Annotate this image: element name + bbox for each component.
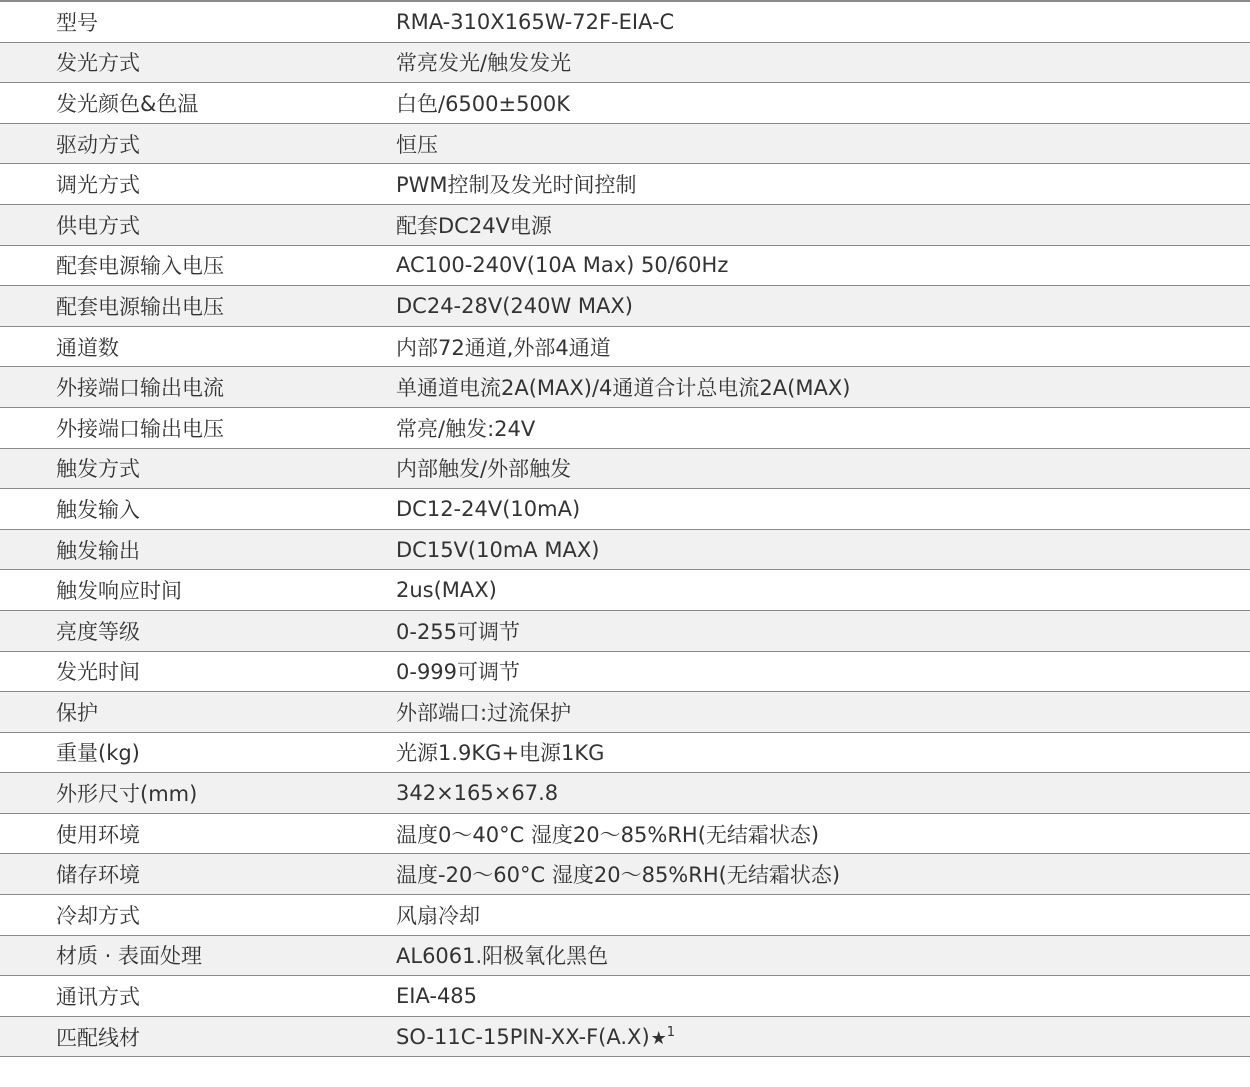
spec-value [340, 578, 1250, 602]
spec-row [0, 246, 1250, 287]
spec-value [340, 940, 1250, 970]
spec-value [340, 129, 1250, 159]
spec-label: 亮度等级 [56, 619, 140, 644]
spec-value-text: 常亮发光/触发发光 [396, 51, 572, 76]
spec-value-text: DC12-24V(10mA) [396, 496, 581, 521]
spec-value-text: 外部端口:过流保护 [396, 700, 572, 725]
spec-label: 供电方式 [56, 213, 140, 238]
spec-label: 配套电源输出电压 [56, 294, 224, 319]
spec-row [0, 43, 1250, 84]
spec-label: 材质 · 表面处理 [56, 944, 203, 969]
spec-value-text: AC100-240V(10A Max) 50/60Hz [396, 253, 729, 278]
spec-row [0, 773, 1250, 814]
spec-value-text: 温度0～40°C 湿度20～85%RH(无结霜状态) [396, 822, 820, 847]
spec-value-text: 配套DC24V电源 [396, 213, 552, 238]
spec-row [0, 692, 1250, 733]
spec-value [340, 900, 1250, 930]
spec-label: 外接端口输出电流 [56, 376, 224, 401]
spec-row [0, 124, 1250, 165]
spec-row [0, 83, 1250, 124]
spec-label: 通讯方式 [56, 985, 140, 1010]
spec-row [0, 570, 1250, 611]
spec-row [0, 733, 1250, 774]
spec-value-text: SO-11C-15PIN-XX-F(A.X) [396, 1024, 650, 1049]
spec-value [340, 88, 1250, 118]
spec-label: 冷却方式 [56, 903, 140, 928]
spec-label: 匹配线材 [56, 1025, 140, 1050]
spec-value [340, 781, 1250, 805]
spec-value-text: 内部触发/外部触发 [396, 457, 572, 482]
spec-value-text: 2us(MAX) [396, 578, 497, 603]
spec-row [0, 327, 1250, 368]
spec-row [0, 164, 1250, 205]
spec-label: 驱动方式 [56, 132, 140, 157]
spec-label: 触发输出 [56, 538, 140, 563]
spec-label: 发光颜色&色温 [56, 91, 199, 116]
spec-label: 触发响应时间 [56, 579, 182, 604]
spec-value-text: 白色/6500±500K [396, 91, 570, 116]
spec-label: 使用环境 [56, 822, 140, 847]
spec-row [0, 205, 1250, 246]
spec-value [340, 294, 1250, 318]
spec-value-text: DC15V(10mA MAX) [396, 537, 600, 562]
spec-value [340, 538, 1250, 562]
footnote-number: 1 [666, 1024, 676, 1040]
spec-value [340, 497, 1250, 521]
spec-value-text: AL6061.阳极氧化黑色 [396, 944, 609, 969]
spec-row [0, 652, 1250, 693]
spec-value [340, 253, 1250, 277]
spec-row [0, 408, 1250, 449]
spec-value [340, 984, 1250, 1008]
spec-value [340, 1025, 1250, 1049]
spec-row [0, 530, 1250, 571]
spec-value [340, 372, 1250, 402]
spec-value [340, 819, 1250, 849]
spec-label: 型号 [56, 10, 98, 35]
spec-label: 发光时间 [56, 660, 140, 685]
spec-label: 通道数 [56, 335, 119, 360]
spec-value-text: 0-999可调节 [396, 660, 521, 685]
spec-row [0, 814, 1250, 855]
spec-value [340, 656, 1250, 686]
footnote-star-icon: ★ [650, 1027, 667, 1049]
spec-label: 保护 [56, 700, 98, 725]
spec-value [340, 47, 1250, 77]
spec-value-text: RMA-310X165W-72F-EIA-C [396, 9, 675, 34]
spec-value-text: DC24-28V(240W MAX) [396, 293, 633, 318]
spec-label: 发光方式 [56, 51, 140, 76]
spec-row [0, 976, 1250, 1017]
spec-row [0, 489, 1250, 530]
spec-value-text: 单通道电流2A(MAX)/4通道合计总电流2A(MAX) [396, 376, 851, 401]
spec-value-text: 恒压 [396, 132, 438, 157]
spec-value-text: EIA-485 [396, 984, 478, 1009]
spec-row [0, 1017, 1250, 1058]
spec-value [340, 697, 1250, 727]
spec-row [0, 449, 1250, 490]
spec-label: 触发输入 [56, 497, 140, 522]
spec-value-text: 内部72通道,外部4通道 [396, 335, 611, 360]
spec-row [0, 895, 1250, 936]
spec-row [0, 854, 1250, 895]
spec-row [0, 286, 1250, 327]
spec-label: 配套电源输入电压 [56, 254, 224, 279]
spec-row [0, 367, 1250, 408]
spec-value [340, 737, 1250, 767]
spec-value-text: 温度-20～60°C 湿度20～85%RH(无结霜状态) [396, 863, 841, 888]
spec-value [340, 616, 1250, 646]
spec-value [340, 332, 1250, 362]
spec-value [340, 413, 1250, 443]
spec-row [0, 2, 1250, 43]
spec-value [340, 169, 1250, 199]
spec-value [340, 453, 1250, 483]
spec-row [0, 611, 1250, 652]
spec-value-text: 风扇冷却 [396, 903, 480, 928]
spec-value [340, 210, 1250, 240]
spec-label: 重量(kg) [56, 741, 140, 766]
spec-label: 调光方式 [56, 173, 140, 198]
spec-value [340, 10, 1250, 34]
spec-label: 触发方式 [56, 457, 140, 482]
spec-value-text: PWM控制及发光时间控制 [396, 173, 637, 198]
spec-label: 外接端口输出电压 [56, 416, 224, 441]
spec-value-text: 342×165×67.8 [396, 781, 559, 806]
spec-value-text: 0-255可调节 [396, 619, 521, 644]
spec-row [0, 936, 1250, 977]
spec-value-text: 光源1.9KG+电源1KG [396, 741, 605, 766]
spec-label: 外形尺寸(mm) [56, 782, 198, 807]
spec-value [340, 859, 1250, 889]
spec-label: 储存环境 [56, 863, 140, 888]
spec-value-text: 常亮/触发:24V [396, 416, 536, 441]
